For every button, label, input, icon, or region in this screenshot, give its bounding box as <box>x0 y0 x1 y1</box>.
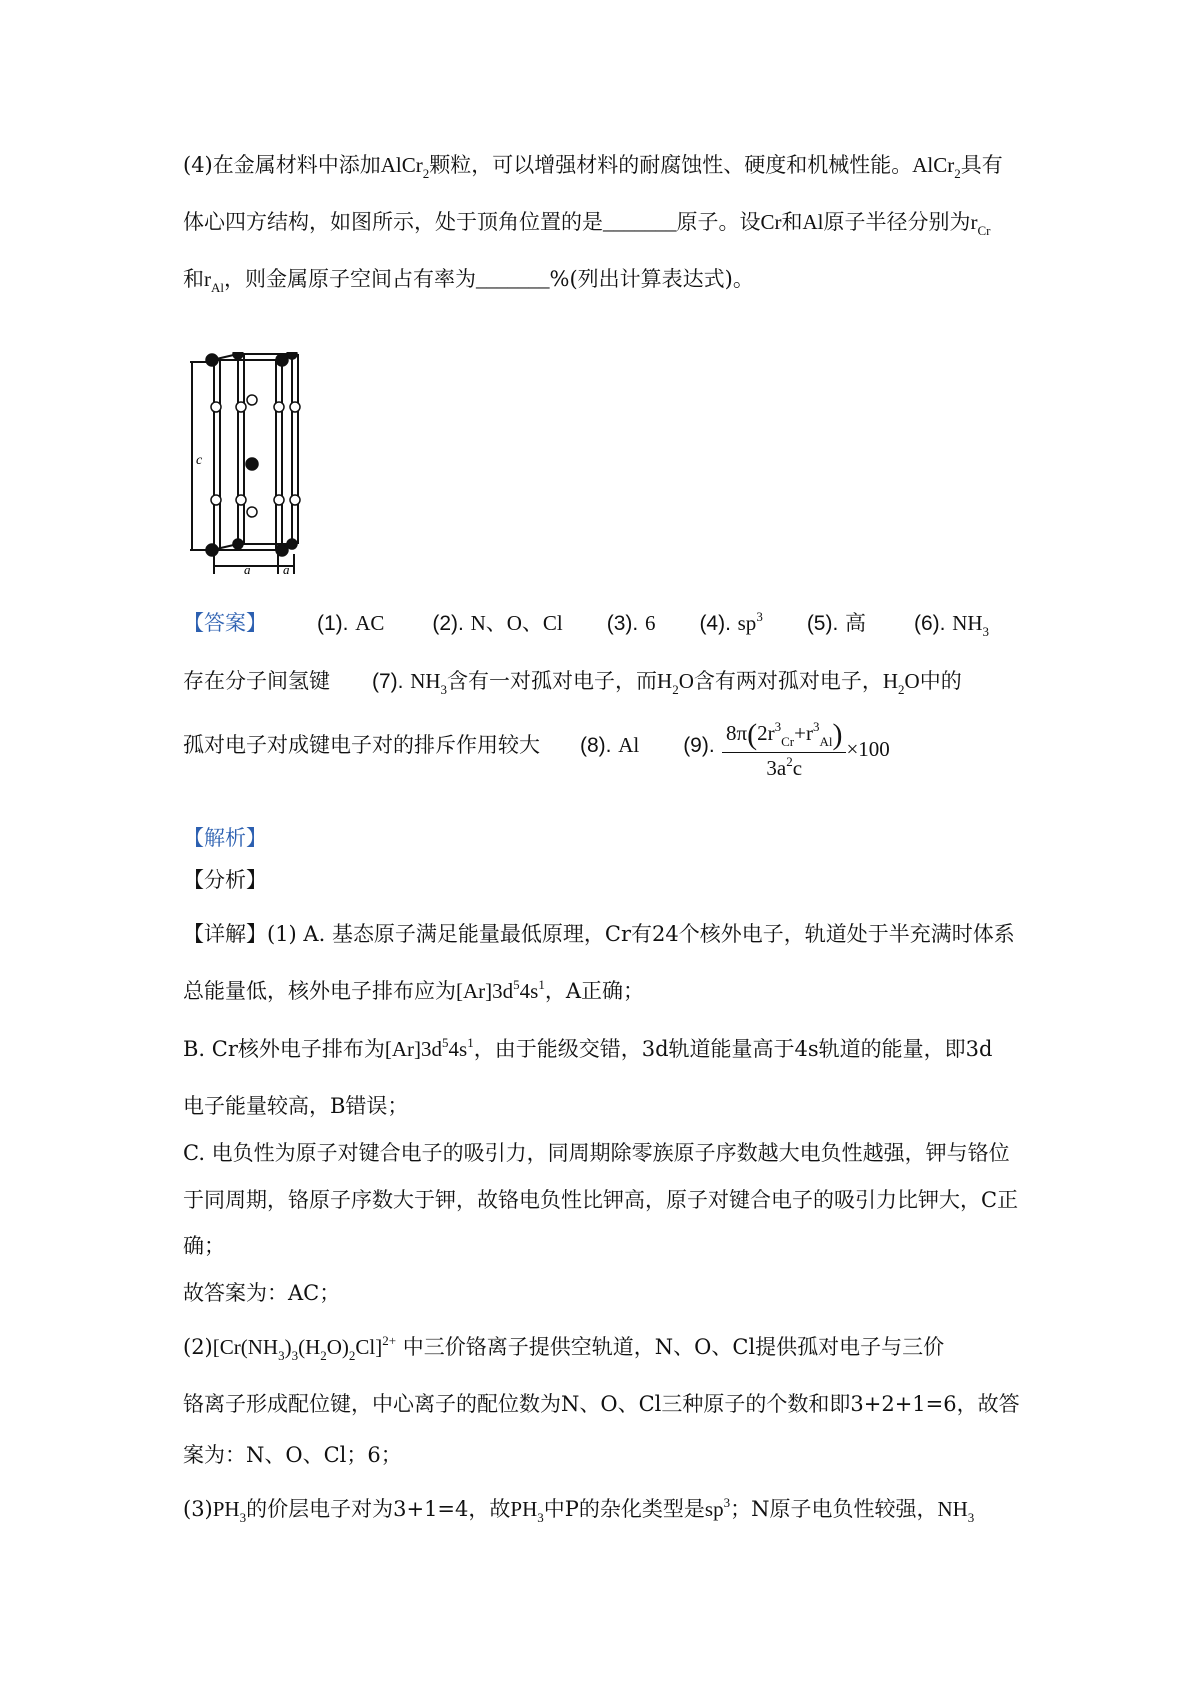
edge-atom <box>211 495 221 505</box>
fraction-numerator <box>722 716 846 753</box>
packing-fraction-formula <box>722 716 890 783</box>
detail-line: 于同周期，铬原子序数大于钾，故铬电负性比钾高，原子对键合电子的吸引力比钾大，C正 <box>183 1188 1019 1212</box>
superscript: 3 <box>774 719 782 734</box>
fraction <box>722 716 846 783</box>
subscript: Al <box>819 734 833 749</box>
analysis-heading: 【解析】 <box>183 826 267 850</box>
subscript: 3 <box>537 1510 544 1525</box>
corner-atom <box>233 352 243 359</box>
detail-line: 故答案为：AC； <box>183 1281 341 1305</box>
formula-alcr2: AlCr <box>912 153 955 177</box>
superscript: 2 <box>786 754 793 769</box>
answer-text: 孤对电子对成键电子对的排斥作用较大 <box>183 733 540 757</box>
subscript: Cr <box>781 734 795 749</box>
complex-formula: (H <box>298 1335 321 1359</box>
detail-line: 案为：N、O、Cl；6； <box>183 1443 402 1467</box>
subscript: 2 <box>422 166 430 181</box>
complex-formula: Cl] <box>355 1335 383 1359</box>
detail-line <box>183 1034 992 1064</box>
superscript: 1 <box>467 1035 474 1050</box>
paren: ) <box>832 718 843 751</box>
label-a: a <box>244 562 251 577</box>
corner-atom <box>206 354 218 366</box>
formula-h2o: O <box>678 669 694 693</box>
answer-number: (4). <box>699 612 731 635</box>
inner-atom <box>247 395 257 405</box>
detail-text: B. Cr核外电子排布为 <box>183 1037 385 1061</box>
electron-config: 4s <box>519 979 539 1003</box>
answer-line-2 <box>183 666 962 697</box>
superscript: 2+ <box>382 1333 397 1348</box>
formula-nh3: NH <box>937 1497 968 1521</box>
superscript: 5 <box>513 977 520 992</box>
formula-part: 2r <box>757 721 775 745</box>
formula-part: +r <box>794 721 813 745</box>
detail-line: 电子能量较高，B错误； <box>183 1094 409 1118</box>
q4-text: 原子。设 <box>676 210 761 234</box>
q4-text: %(列出计算表达式)。 <box>549 267 754 291</box>
corner-atom <box>276 354 288 366</box>
complex-formula: O) <box>326 1335 349 1359</box>
q4-text: 原子半径分别为 <box>823 210 971 234</box>
answer-value: AC <box>355 611 385 635</box>
subscript: 3 <box>982 624 990 639</box>
answer-value: sp <box>737 611 757 635</box>
answer-number: (9). <box>683 734 715 757</box>
electron-config: 4s <box>448 1037 468 1061</box>
paren: ( <box>747 718 758 751</box>
subscript: 2 <box>348 1348 356 1363</box>
answer-value: Al <box>618 733 640 757</box>
subscript: 2 <box>898 682 905 697</box>
label-c: c <box>196 453 203 468</box>
detail-text: (3) <box>183 1497 213 1521</box>
detail-text: (2) <box>183 1335 213 1359</box>
formula-ph3: PH <box>510 1497 538 1521</box>
subscript: 3 <box>440 682 448 697</box>
detail-line <box>183 976 644 1006</box>
q4-text: 和 <box>781 210 803 234</box>
electron-config: [Ar]3d <box>456 979 514 1003</box>
radius-symbol: r <box>204 267 211 291</box>
detail-line: 铬离子形成配位键，中心离子的配位数为N、O、Cl三种原子的个数和即3+2+1=6，故答 <box>183 1392 1020 1416</box>
inner-atom <box>247 507 257 517</box>
answer-number: (8). <box>580 734 612 757</box>
complex-formula: ) <box>284 1335 292 1359</box>
answer-value: 高 <box>845 611 866 635</box>
answer-line-3 <box>183 730 721 761</box>
answer-text: 含有两对孤对电子， <box>693 669 883 693</box>
answer-text: 中的 <box>919 669 962 693</box>
superscript: 3 <box>756 609 763 624</box>
subscript: 2 <box>320 1348 327 1363</box>
question-4-line-3 <box>183 264 754 294</box>
q4-text: 体心四方结构，如图所示，处于顶角位置的是 <box>183 210 603 234</box>
formula-nh3: NH <box>410 669 441 693</box>
subscript: Al <box>211 280 224 295</box>
subscript: 2 <box>954 166 961 181</box>
answer-number: (3). <box>606 612 639 635</box>
detail-line: C. 电负性为原子对键合电子的吸引力，同周期除零族原子序数越大电负性越强，钾与铬位 <box>183 1141 1010 1165</box>
edge-atom <box>236 495 246 505</box>
edge-atom <box>290 402 300 412</box>
formula-ph3: PH <box>212 1497 240 1521</box>
formula-alcr2: AlCr <box>380 153 423 177</box>
detail-text: 总能量低，核外电子排布应为 <box>183 979 456 1003</box>
edge-atom <box>290 495 300 505</box>
subscript: 3 <box>291 1348 299 1363</box>
body-center-atom <box>246 458 258 470</box>
subscript: Cr <box>977 223 991 238</box>
fraction-denominator <box>722 753 846 783</box>
answer-value: NH <box>952 611 983 635</box>
corner-atom <box>287 352 297 359</box>
element-cr: Cr <box>760 210 782 234</box>
label-a: a <box>283 562 290 577</box>
detail-text: 中P的杂化类型是 <box>543 1497 705 1521</box>
q4-text: ，则金属原子空间占有率为 <box>224 267 476 291</box>
fenxi-heading: 【分析】 <box>183 868 267 892</box>
complex-formula: [Cr(NH <box>212 1335 279 1359</box>
corner-atom <box>287 539 297 549</box>
superscript: 3 <box>723 1495 731 1510</box>
detail-line: 确； <box>183 1234 225 1258</box>
superscript: 3 <box>812 719 820 734</box>
answer-blank: _______ <box>476 267 550 291</box>
formula-part: 3a <box>766 756 787 780</box>
answer-tag: 【答案】 <box>183 611 267 635</box>
crystal-structure-figure <box>190 352 340 577</box>
formula-part: 8π <box>726 721 748 745</box>
formula-multiplier: ×100 <box>846 737 890 761</box>
corner-atom <box>233 539 243 549</box>
answer-text: 含有一对孤对电子，而 <box>447 669 658 693</box>
detail-text: 中三价铬离子提供空轨道，N、O、Cl提供孤对电子与三价 <box>402 1335 945 1359</box>
q4-text: 和 <box>183 267 204 291</box>
answer-number: (7). <box>372 670 404 693</box>
radius-symbol: r <box>970 210 978 234</box>
question-4-line-1 <box>183 150 1003 180</box>
q4-text: 具有 <box>960 153 1003 177</box>
corner-atom <box>276 544 288 556</box>
subscript: 3 <box>278 1348 285 1363</box>
superscript: 1 <box>538 977 545 992</box>
element-al: Al <box>802 210 824 234</box>
hybridization: sp <box>704 1497 724 1521</box>
detail-text: 的价层电子对为3+1=4，故 <box>246 1497 511 1521</box>
detail-text: ，由于能级交错，3d轨道能量高于4s轨道的能量，即3d <box>473 1037 993 1061</box>
formula-h2o: H <box>657 669 673 693</box>
formula-part: c <box>792 756 803 780</box>
electron-config: [Ar]3d <box>384 1037 443 1061</box>
superscript: 5 <box>442 1035 449 1050</box>
answer-number: (6). <box>914 612 946 635</box>
detail-line <box>183 1494 974 1524</box>
subscript: 3 <box>967 1510 975 1525</box>
answer-line-1 <box>183 608 989 639</box>
edge-atom <box>274 402 284 412</box>
answer-number: (5). <box>806 612 839 635</box>
answer-number: (2). <box>432 612 464 635</box>
answer-value: 6 <box>644 611 656 635</box>
answer-number: (1). <box>317 612 349 635</box>
subscript: 2 <box>672 682 679 697</box>
detail-line <box>183 1332 944 1362</box>
q4-text: (4)在金属材料中添加 <box>183 153 381 177</box>
answer-text: 存在分子间氢键 <box>183 669 330 693</box>
formula-h2o: O <box>904 669 920 693</box>
edge-atom <box>211 402 221 412</box>
detail-text: ，A正确； <box>544 979 645 1003</box>
answer-blank: _______ <box>603 210 677 234</box>
edge-atom <box>236 402 246 412</box>
detail-text: ；N原子电负性较强， <box>730 1497 938 1521</box>
subscript: 3 <box>239 1510 247 1525</box>
q4-text: 颗粒，可以增强材料的耐腐蚀性、硬度和机械性能。 <box>429 153 913 177</box>
answer-value: N、O、Cl <box>470 611 563 635</box>
formula-h2o: H <box>882 669 899 693</box>
edge-atom <box>274 495 284 505</box>
corner-atom <box>206 544 218 556</box>
question-4-line-2 <box>183 207 991 237</box>
detail-line: 【详解】(1) A. 基态原子满足能量最低原理，Cr有24个核外电子，轨道处于半充满时体系 <box>183 922 1015 946</box>
